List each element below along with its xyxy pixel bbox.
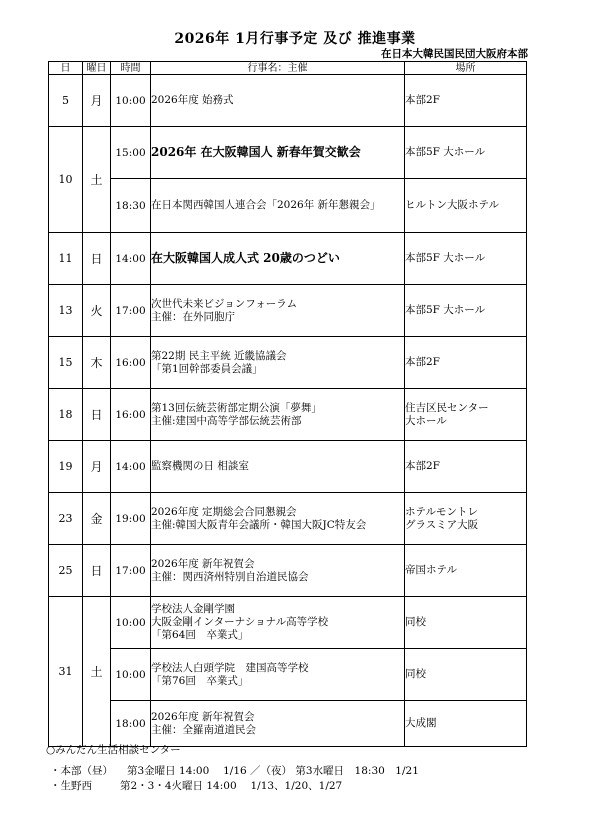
- place-cell: [405, 233, 527, 285]
- column-header-place: 場所: [405, 62, 527, 75]
- weekday-cell: 土: [83, 597, 111, 747]
- event-cell: [151, 441, 405, 493]
- event-line: 2026年度 定期総会合同懇親会: [151, 505, 297, 518]
- event-line: 在日本関西韓国人連合会「2026年 新年懇親会」: [151, 199, 381, 211]
- table-row: [49, 493, 527, 545]
- event-cell: [151, 545, 405, 597]
- event-line: 主催：在外同胞庁: [151, 310, 235, 323]
- table-row: [49, 441, 527, 493]
- table-row: [49, 233, 527, 285]
- place-cell: [405, 545, 527, 597]
- day-cell: 15: [49, 337, 83, 389]
- event-cell: [151, 649, 405, 701]
- day-cell: 18: [49, 389, 83, 441]
- consultation-label: ・生野西: [50, 780, 92, 792]
- consultation-line-honbu: [50, 765, 419, 778]
- table-row: [49, 179, 527, 233]
- weekday-cell: 日: [83, 389, 111, 441]
- time-cell: 17:00: [111, 545, 151, 597]
- day-cell: 10: [49, 127, 83, 233]
- schedule-table: [48, 61, 527, 747]
- table-row: [49, 285, 527, 337]
- time-cell: 19:00: [111, 493, 151, 545]
- place-line: 住吉区民センター: [405, 401, 489, 414]
- event-line: 主催：全羅南道道民会: [151, 723, 256, 736]
- event-line: 主催：関西済州特別自治道民協会: [151, 570, 309, 583]
- place-cell: [405, 337, 527, 389]
- table-row: [49, 127, 527, 179]
- place-line: 帝国ホテル: [405, 564, 457, 576]
- event-line: 2026年度 新年祝賀会: [151, 710, 255, 723]
- time-cell: 16:00: [111, 337, 151, 389]
- weekday-cell: 土: [83, 127, 111, 233]
- column-header-weekday: 曜日: [83, 62, 111, 75]
- place-cell: [405, 441, 527, 493]
- place-line: ヒルトン大阪ホテル: [405, 199, 499, 211]
- consultation-schedule: 第2・3・4火曜日 14:00 1/13、1/20、1/27: [120, 780, 343, 792]
- consultation-center-heading: ○みんだん生活相談センター: [46, 744, 181, 756]
- day-cell: 5: [49, 75, 83, 127]
- day-cell: 25: [49, 545, 83, 597]
- event-cell: [151, 701, 405, 747]
- event-line: 2026年度 新年祝賀会: [151, 557, 255, 570]
- event-line: 学校法人白頭学院 建国高等学校: [151, 661, 309, 674]
- place-line: 同校: [405, 668, 426, 680]
- time-cell: 16:00: [111, 389, 151, 441]
- consultation-label: ・本部（昼）: [50, 765, 113, 777]
- day-cell: 23: [49, 493, 83, 545]
- event-cell: [151, 285, 405, 337]
- place-cell: [405, 597, 527, 649]
- column-header-day: 日: [49, 62, 83, 75]
- organization-name: 在日本大韓民国民団大阪府本部: [381, 48, 528, 60]
- place-cell: [405, 75, 527, 127]
- place-line: 本部5F 大ホール: [405, 146, 486, 158]
- time-cell: 10:00: [111, 649, 151, 701]
- event-cell: [151, 493, 405, 545]
- place-cell: [405, 649, 527, 701]
- place-line: 本部2F: [405, 460, 440, 472]
- day-cell: 11: [49, 233, 83, 285]
- weekday-cell: 金: [83, 493, 111, 545]
- place-cell: [405, 127, 527, 179]
- consultation-schedule: 第3金曜日 14:00 1/16 ／（夜） 第3水曜日 18:30 1/21: [127, 765, 419, 777]
- event-line: 監察機関の日 相談室: [151, 460, 249, 472]
- place-line: 本部5F 大ホール: [405, 252, 486, 264]
- time-cell: 10:00: [111, 75, 151, 127]
- event-line: 「第76回 卒業式」: [151, 674, 249, 687]
- place-cell: [405, 389, 527, 441]
- event-cell: [151, 233, 405, 285]
- weekday-cell: 月: [83, 75, 111, 127]
- event-line: 2026年 在大阪韓国人 新春年賀交歓会: [151, 145, 361, 159]
- event-line: 「第64回 卒業式」: [151, 629, 249, 641]
- page-title: 2026年 1月行事予定 及び 推進事業: [174, 31, 416, 47]
- place-line: 本部2F: [405, 356, 440, 368]
- weekday-cell: 木: [83, 337, 111, 389]
- weekday-cell: 火: [83, 285, 111, 337]
- column-header-time: 時間: [111, 62, 151, 75]
- event-line: 学校法人金剛学園: [151, 603, 235, 615]
- time-cell: 10:00: [111, 597, 151, 649]
- table-row: [49, 649, 527, 701]
- place-line: 本部5F 大ホール: [405, 304, 486, 316]
- time-cell: 14:00: [111, 233, 151, 285]
- event-line: 次世代未来ビジョンフォーラム: [151, 297, 298, 310]
- event-line: 第22期 民主平統 近畿協議会: [151, 349, 287, 362]
- place-cell: [405, 285, 527, 337]
- place-line: グラスミア大阪: [405, 518, 479, 531]
- table-row: [49, 701, 527, 747]
- place-line: 同校: [405, 616, 426, 628]
- event-line: 主催:建国中高等学部伝統芸術部: [151, 414, 302, 427]
- day-cell: 13: [49, 285, 83, 337]
- time-cell: 18:00: [111, 701, 151, 747]
- event-line: 大阪金剛インターナショナル高等学校: [151, 616, 329, 628]
- event-cell: [151, 389, 405, 441]
- event-cell: [151, 337, 405, 389]
- place-cell: [405, 493, 527, 545]
- place-line: ホテルモントレ: [405, 505, 478, 518]
- place-line: 大ホール: [405, 414, 447, 427]
- table-row: [49, 545, 527, 597]
- table-row: [49, 389, 527, 441]
- time-cell: 17:00: [111, 285, 151, 337]
- day-cell: 19: [49, 441, 83, 493]
- weekday-cell: 月: [83, 441, 111, 493]
- event-line: 主催:韓国大阪青年会議所・韓国大阪JC特友会: [151, 518, 367, 531]
- weekday-cell: 日: [83, 233, 111, 285]
- place-cell: [405, 701, 527, 747]
- day-cell: 31: [49, 597, 83, 747]
- place-line: 本部2F: [405, 94, 440, 106]
- table-row: [49, 337, 527, 389]
- weekday-cell: 日: [83, 545, 111, 597]
- event-cell: [151, 179, 405, 233]
- event-cell: [151, 75, 405, 127]
- column-header-event: 行事名：主催: [151, 62, 405, 75]
- time-cell: 14:00: [111, 441, 151, 493]
- event-line: 「第1回幹部委員会議」: [151, 362, 263, 375]
- place-line: 大成閣: [405, 717, 437, 729]
- event-cell: [151, 597, 405, 649]
- event-line: 2026年度 始務式: [151, 94, 234, 106]
- table-row: [49, 597, 527, 649]
- consultation-line-ikuno: [50, 780, 342, 793]
- table-header-row: [49, 62, 527, 75]
- time-cell: 18:30: [111, 179, 151, 233]
- time-cell: 15:00: [111, 127, 151, 179]
- table-row: [49, 75, 527, 127]
- event-line: 在大阪韓国人成人式 20歳のつどい: [151, 251, 340, 265]
- event-line: 第13回伝統芸術部定期公演「夢舞」: [151, 401, 322, 414]
- event-cell: [151, 127, 405, 179]
- place-cell: [405, 179, 527, 233]
